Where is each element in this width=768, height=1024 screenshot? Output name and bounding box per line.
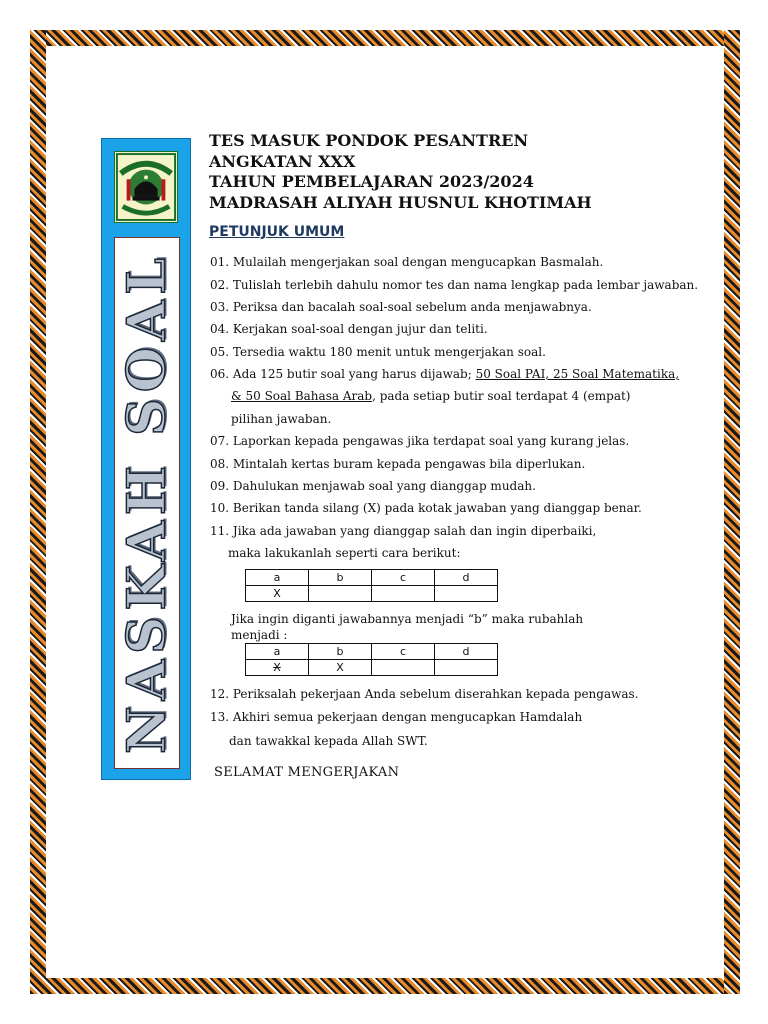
answer-mark-cell — [435, 660, 498, 676]
table-header-cell: c — [372, 570, 435, 586]
side-banner — [101, 138, 191, 780]
section-heading: PETUNJUK UMUM — [209, 224, 345, 240]
answer-mark-cell — [372, 586, 435, 602]
instruction-06-choices: , pada setiap butir soal terdapat 4 (empat) — [372, 389, 631, 403]
decorative-border-top — [30, 30, 740, 46]
answer-mark-cell — [309, 586, 372, 602]
header-line-2: ANGKATAN XXX — [209, 151, 356, 171]
table-header-cell: b — [309, 570, 372, 586]
answer-mark-cell: X — [309, 660, 372, 676]
banner-title: NASKAH SOAL — [116, 252, 178, 754]
instruction-08: 08. Mintalah kertas buram kepada pengawas bila diperlukan. — [210, 457, 586, 471]
table-header-cell: a — [246, 570, 309, 586]
instruction-13-line2: dan tawakkal kepada Allah SWT. — [229, 734, 428, 748]
instruction-09: 09. Dahulukan menjawab soal yang dianggap mudah. — [210, 479, 536, 493]
instruction-11: 11. Jika ada jawaban yang dianggap salah dan ingin diperbaiki, — [210, 524, 597, 538]
instruction-05: 05. Tersedia waktu 180 menit untuk mengerjakan soal. — [210, 345, 546, 359]
instruction-11-line4: menjadi : — [231, 628, 288, 642]
answer-mark-cell — [435, 586, 498, 602]
instruction-06-line2 — [231, 389, 630, 404]
table-header-cell: c — [372, 644, 435, 660]
banner-title-box — [114, 237, 180, 769]
answer-mark-cell: X — [246, 586, 309, 602]
instruction-06-intro: 06. Ada 125 butir soal yang harus dijawab; — [210, 367, 476, 381]
mosque-logo-icon — [115, 152, 177, 222]
table-header-cell: b — [309, 644, 372, 660]
instruction-06-subjects: 50 Soal PAI, 25 Soal Matematika, — [475, 367, 680, 381]
instruction-07: 07. Laporkan kepada pengawas jika terdapat soal yang kurang jelas. — [210, 434, 630, 448]
instruction-13: 13. Akhiri semua pekerjaan dengan mengucapkan Hamdalah — [210, 710, 583, 724]
header-line-4: MADRASAH ALIYAH HUSNUL KHOTIMAH — [209, 192, 592, 212]
closing-text: SELAMAT MENGERJAKAN — [214, 765, 400, 780]
instruction-11-line3: Jika ingin diganti jawabannya menjadi “b” maka rubahlah — [231, 612, 584, 626]
school-logo — [114, 151, 178, 223]
table-header-cell: d — [435, 644, 498, 660]
instruction-06 — [210, 367, 679, 382]
answer-corrected-table — [245, 643, 498, 676]
answer-mark-cell — [372, 660, 435, 676]
answer-example-table — [245, 569, 498, 602]
decorative-border-bottom — [30, 978, 740, 994]
instruction-10: 10. Berikan tanda silang (X) pada kotak jawaban yang dianggap benar. — [210, 501, 642, 515]
instruction-11-line2: maka lakukanlah seperti cara berikut: — [228, 546, 461, 560]
crossed-out-mark-cell: X — [246, 660, 309, 676]
table-header-cell: d — [435, 570, 498, 586]
instruction-02: 02. Tulislah terlebih dahulu nomor tes dan nama lengkap pada lembar jawaban. — [210, 278, 699, 292]
header-line-3: TAHUN PEMBELAJARAN 2023/2024 — [209, 172, 534, 191]
instruction-06-line3: pilihan jawaban. — [231, 412, 332, 426]
header-line-1: TES MASUK PONDOK PESANTREN — [209, 131, 529, 150]
decorative-border-left — [30, 30, 46, 994]
table-header-cell: a — [246, 644, 309, 660]
instruction-04: 04. Kerjakan soal-soal dengan jujur dan teliti. — [210, 322, 488, 336]
decorative-border-right — [724, 30, 740, 994]
instruction-06-arabic: & 50 Soal Bahasa Arab — [231, 389, 373, 403]
document-header — [209, 131, 592, 213]
instruction-03: 03. Periksa dan bacalah soal-soal sebelum anda menjawabnya. — [210, 300, 592, 314]
instruction-12: 12. Periksalah pekerjaan Anda sebelum diserahkan kepada pengawas. — [210, 687, 639, 701]
instruction-01: 01. Mulailah mengerjakan soal dengan mengucapkan Basmalah. — [210, 255, 604, 269]
